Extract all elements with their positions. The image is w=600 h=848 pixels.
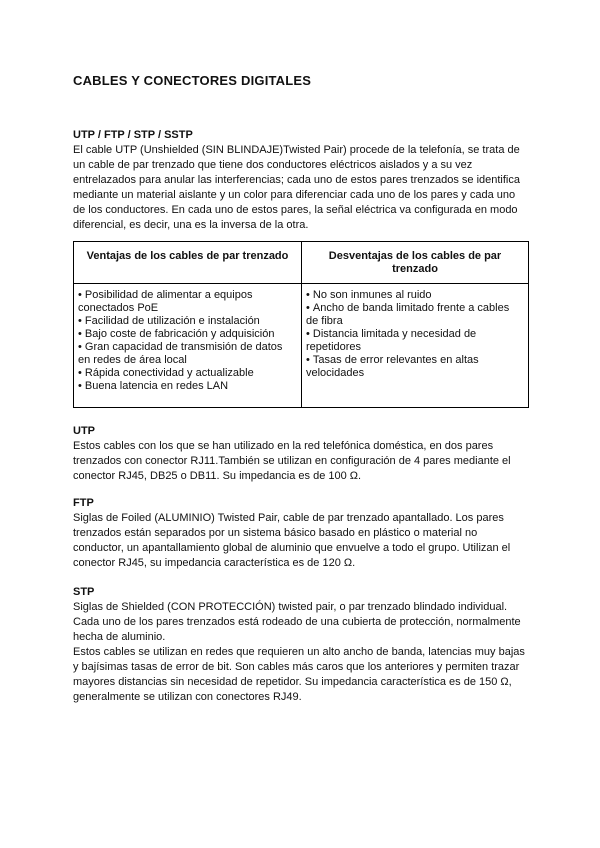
utp-heading: UTP	[73, 425, 95, 437]
intro-section	[73, 128, 529, 233]
comparison-table	[73, 241, 529, 408]
list-item: • Posibilidad de alimentar a equipos conectados PoE	[78, 289, 297, 315]
advantages-header: Ventajas de los cables de par trenzado	[74, 242, 302, 284]
disadvantages-cell	[302, 284, 529, 408]
ftp-heading: FTP	[73, 497, 94, 509]
intro-paragraph: El cable UTP (Unshielded (SIN BLINDAJE)Twisted Pair) procede de la telefonía, se trata de un cable de par trenzado que tiene dos conductores eléctricos aislados y a su vez entrelazados para anular las interferencias; cada uno de estos pares trenzados se identifica mediante un material aislante y un color para diferenciar cada uno de los pares y cada uno de los conductores. En cada uno de estos pares, la señal eléctrica va configurada en modo diferencial, es decir, una es la inversa de la otra.	[73, 144, 520, 231]
list-item: • Distancia limitada y necesidad de repetidores	[306, 328, 524, 354]
stp-section	[73, 585, 529, 705]
stp-paragraph-2: Estos cables se utilizan en redes que requieren un alto ancho de banda, latencias muy bajas y bajísimas tasas de error de bit. Son cables más caros que los anteriores y permiten trazar mayores distancias sin necesidad de repetidor. Su impedancia característica es de 150 Ω, generalmente se utilizan con conectores RJ49.	[73, 646, 525, 703]
list-item: • Bajo coste de fabricación y adquisición	[78, 328, 297, 341]
utp-section	[73, 424, 529, 484]
ftp-paragraph: Siglas de Foiled (ALUMINIO) Twisted Pair, cable de par trenzado apantallado. Los pares trenzados están separados por un sistema básico basado en plástico o material no conductor, un apantallamiento global de aluminio que envuelve a todo el grupo. Utilizan el conector RJ45, su impedancia característica es de 120 Ω.	[73, 512, 511, 569]
utp-paragraph: Estos cables con los que se han utilizado en la red telefónica doméstica, en dos pares trenzados con conector RJ11.También se utilizan en configuración de 4 pares mediante el conector RJ45, DB25 o DB11. Su impedancia es de 100 Ω.	[73, 440, 511, 482]
list-item: • Ancho de banda limitado frente a cables de fibra	[306, 302, 524, 328]
advantages-cell	[74, 284, 302, 408]
ftp-section	[73, 496, 529, 571]
table-header-row	[74, 242, 529, 284]
disadvantages-header: Desventajas de los cables de par trenzado	[302, 242, 529, 284]
stp-heading: STP	[73, 586, 95, 598]
table-row	[74, 284, 529, 408]
stp-paragraph-1: Siglas de Shielded (CON PROTECCIÓN) twisted pair, o par trenzado blindado individual. Cada uno de los pares trenzados está rodeado de una cubierta de protección, normalmente hecha de aluminio.	[73, 601, 521, 643]
list-item: • No son inmunes al ruido	[306, 289, 524, 302]
list-item: • Rápida conectividad y actualizable	[78, 367, 297, 380]
intro-heading: UTP / FTP / STP / SSTP	[73, 129, 193, 141]
list-item: • Tasas de error relevantes en altas velocidades	[306, 354, 524, 380]
list-item: • Facilidad de utilización e instalación	[78, 315, 297, 328]
list-item: • Gran capacidad de transmisión de datos en redes de área local	[78, 341, 297, 367]
list-item: • Buena latencia en redes LAN	[78, 380, 297, 393]
advantages-list	[78, 289, 297, 393]
document-title: CABLES Y CONECTORES DIGITALES	[73, 73, 312, 88]
disadvantages-list	[306, 289, 524, 380]
